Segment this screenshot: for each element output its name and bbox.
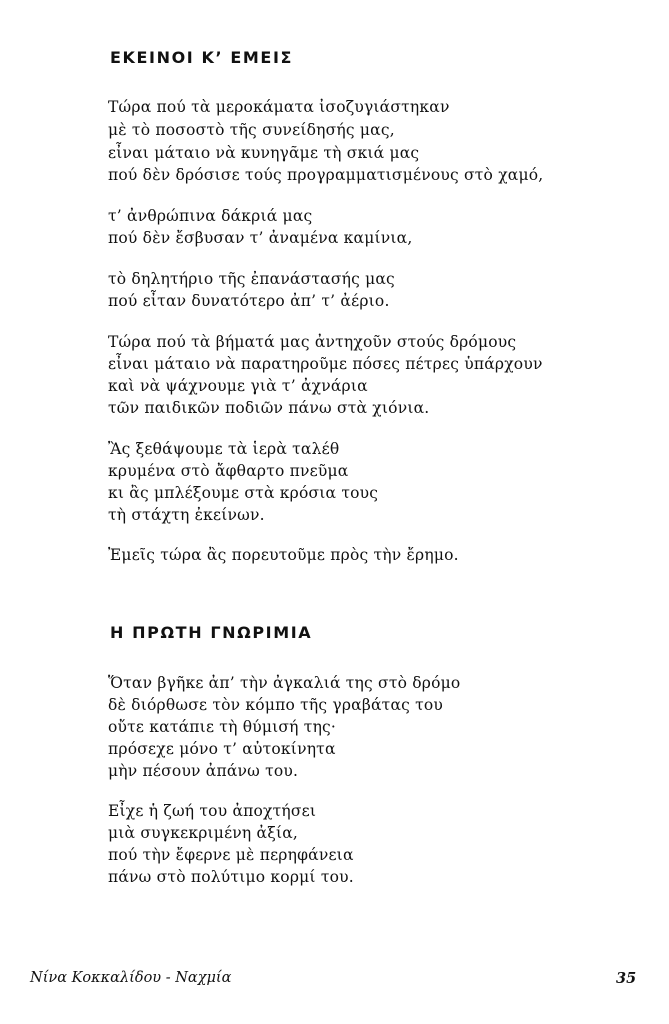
poem-line: οὔτε κατάπιε τὴ θύμισή της· — [108, 718, 337, 736]
poem-line: τῶν παιδικῶν ποδιῶν πάνω στὰ χιόνια. — [108, 399, 430, 417]
poem-line: δὲ διόρθωσε τὸν κόμπο τῆς γραβάτας του — [108, 696, 444, 714]
poem-title: Η ΠΡΩΤΗ ΓΝΩΡΙΜΙΑ — [110, 623, 313, 642]
poem-line: εἶναι μάταιο νὰ παρατηροῦμε πόσες πέτρες ὑπάρχουν — [108, 355, 543, 373]
poem-line: εἶναι μάταιο νὰ κυνηγᾶμε τὴ σκιά μας — [108, 144, 420, 162]
poem-line: πάνω στὸ πολύτιμο κορμί του. — [108, 868, 354, 886]
poem-line: Τώρα πού τὰ μεροκάματα ἰσοζυγιάστηκαν — [108, 98, 450, 116]
poem-line: Ὅταν βγῆκε ἀπ’ τὴν ἀγκαλιά της στὸ δρόμο — [108, 674, 461, 692]
poem-line: μιὰ συγκεκριμένη ἀξία, — [108, 824, 299, 842]
poem-line: μὲ τὸ ποσοστὸ τῆς συνείδησής μας, — [108, 121, 395, 139]
poem-line: μὴν πέσουν ἀπάνω του. — [108, 762, 299, 780]
poem-line: τὸ δηλητήριο τῆς ἐπανάστασής μας — [108, 270, 395, 288]
poem-line: τ’ ἀνθρώπινα δάκριά μας — [108, 207, 313, 225]
poem-title: ΕΚΕΙΝΟΙ Κ’ ΕΜΕΙΣ — [110, 48, 294, 67]
poem-line: Εἶχε ἡ ζωή του ἀποχτήσει — [108, 802, 317, 820]
poem-line: καὶ νὰ ψάχνουμε γιὰ τ’ ἀχνάρια — [108, 377, 368, 395]
poem-line: πού εἶταν δυνατότερο ἀπ’ τ’ ἀέριο. — [108, 292, 390, 310]
poem-line: Ἂς ξεθάψουμε τὰ ἱερὰ ταλέθ — [108, 440, 340, 458]
poem-line: κρυμένα στὸ ἄφθαρτο πνεῦμα — [108, 462, 349, 480]
poem-line: πού τὴν ἔφερνε μὲ περηφάνεια — [108, 846, 354, 864]
page-number: 35 — [616, 970, 637, 987]
poem-line: Τώρα πού τὰ βήματά μας ἀντηχοῦν στούς δρόμους — [108, 333, 517, 351]
poem-line: κι ἂς μπλέξουμε στὰ κρόσια τους — [108, 484, 379, 502]
poem-line: πού δὲν ἔσβυσαν τ’ ἀναμένα καμίνια, — [108, 229, 413, 247]
poem-line: πού δὲν δρόσισε τούς προγραμματισμένους στὸ χαμό, — [108, 166, 544, 184]
footer-author: Νίνα Κοκκαλίδου - Ναχμία — [30, 970, 232, 986]
poem-line: Ἐμεῖς τώρα ἂς πορευτοῦμε πρὸς τὴν ἔρημο. — [108, 546, 459, 564]
poem-line: πρόσεχε μόνο τ’ αὐτοκίνητα — [108, 740, 336, 758]
poem-line: τὴ στάχτη ἐκείνων. — [108, 506, 265, 524]
